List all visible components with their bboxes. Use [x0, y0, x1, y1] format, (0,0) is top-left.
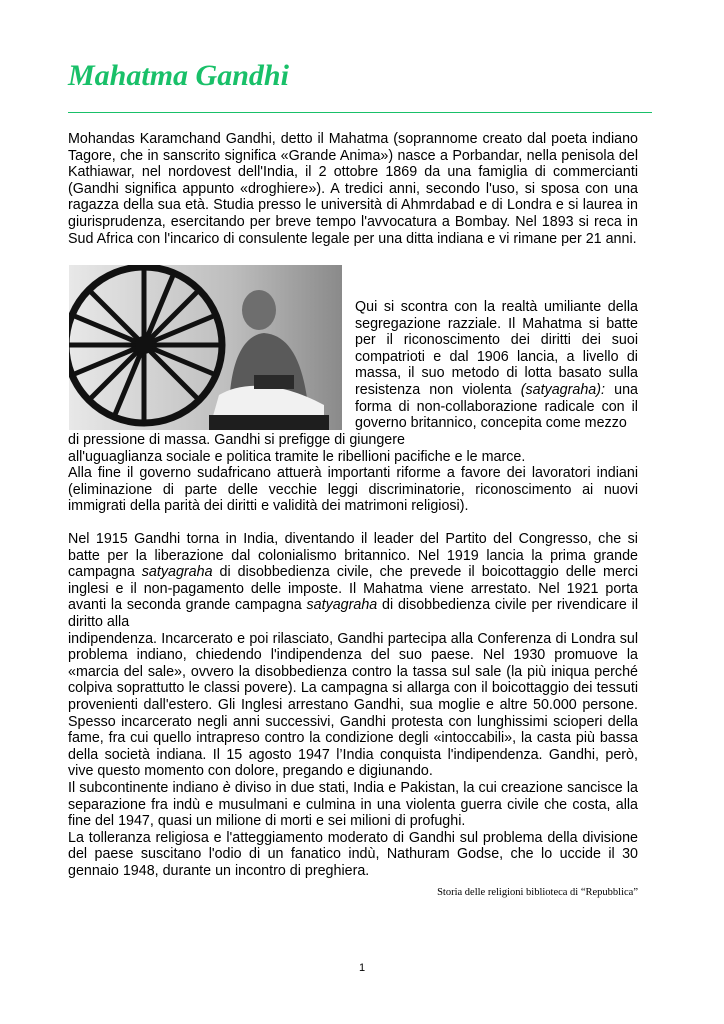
partition-text-italic: è [222, 779, 231, 796]
india-text-3: di disobbedienza civile per rivendicare il diritto alla [68, 597, 638, 630]
partition-text-b: diviso in due stati, India e Pakistan, la cui creazione sancisce la separazione fra indù e musulmani e culmina in una violenta guerra civile che costa, alla fine del 1947, quasi un milione di morti e sei milioni di profughi. [68, 779, 638, 830]
india-paragraph [68, 531, 638, 879]
africa-line-3: Alla fine il governo sudafricano attuerà importanti riforme a favore dei lavoratori indiani (eliminazione di parte delle vecchie leggi discriminatorie, riconoscimento ai nuovi immigrati della parità dei diritti e validità dei matrimoni religiosi). [68, 465, 638, 515]
source-citation: Storia delle religioni biblioteca di “Repubblica” [437, 887, 638, 898]
africa-line-2: all'uguaglianza sociale e politica tramite le ribellioni pacifiche e le marce. [68, 448, 526, 465]
india-text-1: Nel 1915 Gandhi torna in India, diventando il leader del Partito del Congresso, che si batte per la liberazione dal colonialismo britannico. Nel 1919 lancia la prima grande campagna [68, 531, 638, 581]
wrapped-text-before: Qui si scontra con la realtà umiliante della segregazione razziale. Il Mahatma si batte per il riconoscimento dei diritti dei suoi compatrioti e dal 1906 lancia, a livello di massa, il suo metodo di lotta basato sulla resistenza non violenta [355, 299, 638, 398]
india-text-block-2: indipendenza. Incarcerato e poi rilasciato, Gandhi partecipa alla Conferenza di Londra sul problema indiano, chiedendo l'indipendenza del suo paese. Nel 1930 promuove la «marcia del sale», ovvero la disobbedienza contro la tassa sul sale (la più iniqua perché colpiva soprattutto le classi povere). La campagna si allarga con il boicottaggio dei tessuti provenienti dall'estero. Gli Inglesi arrestano Gandhi, sua moglie e altre 50.000 persone. Spesso incarcerato negli anni successivi, Gandhi protesta con lunghissimi scioperi della fame, fra cui quello intrapreso contro la condizione degli «intoccabili», la casta più bassa della società indiana. Il 15 agosto 1947 l’India conquista l'indipendenza. Gandhi, però, vive questo momento con dolore, pregando e digiunando. [68, 630, 638, 780]
india-text-block-4: La tolleranza religiosa e l'atteggiamento moderato di Gandhi sul problema della divisione del paese suscitano l'odio di un fanatico indù, Nathuram Godse, che lo uccide il 30 gennaio 1948, durante un incontro di preghiera. [68, 829, 638, 879]
wrapped-paragraph [355, 299, 638, 432]
wrapped-text-after: una forma di non-collaborazione radicale con il governo britannico, concepita come mezzo [355, 381, 638, 432]
india-text-block-3 [68, 780, 638, 830]
title-divider [68, 112, 652, 113]
africa-line-1: di pressione di massa. Gandhi si prefigge di giungere [68, 432, 405, 448]
gandhi-spinning-wheel-photo-icon [69, 265, 342, 430]
india-text-2: di disobbedienza civile, che prevede il boicottaggio delle merci inglesi e il non-pagamento delle imposte. Il Mahatma viene arrestato. Nel 1921 porta avanti la seconda grande campagna [68, 564, 638, 614]
satyagraha-term-1: satyagraha [141, 564, 213, 581]
page-title: Mahatma Gandhi [68, 59, 289, 92]
africa-paragraph-continuation [68, 432, 638, 515]
page-number: 1 [358, 962, 366, 974]
intro-paragraph: Mohandas Karamchand Gandhi, detto il Mahatma (soprannome creato dal poeta indiano Tagore, che in sanscrito significa «Grande Anima») nasce a Porbandar, nella penisola del Kathiawar, nel nordovest dell'India, il 2 ottobre 1869 da una famiglia di commercianti (Gandhi significa appunto «droghiere»). A tredici anni, secondo l'uso, si sposa con una ragazza della sua età. Studia presso le università di Ahmrdabad e di Londra e si laurea in giurisprudenza, esercitando per breve tempo l'avvocatura a Bombay. Nel 1893 si reca in Sud Africa con l'incarico di consulente legale per una ditta indiana e vi rimane per 21 anni. [68, 131, 638, 247]
india-text-block-1 [68, 531, 638, 631]
satyagraha-term: (satyagraha): [520, 381, 605, 398]
satyagraha-term-2: satyagraha [306, 597, 378, 614]
partition-text-a: Il subcontinente indiano [68, 779, 223, 796]
